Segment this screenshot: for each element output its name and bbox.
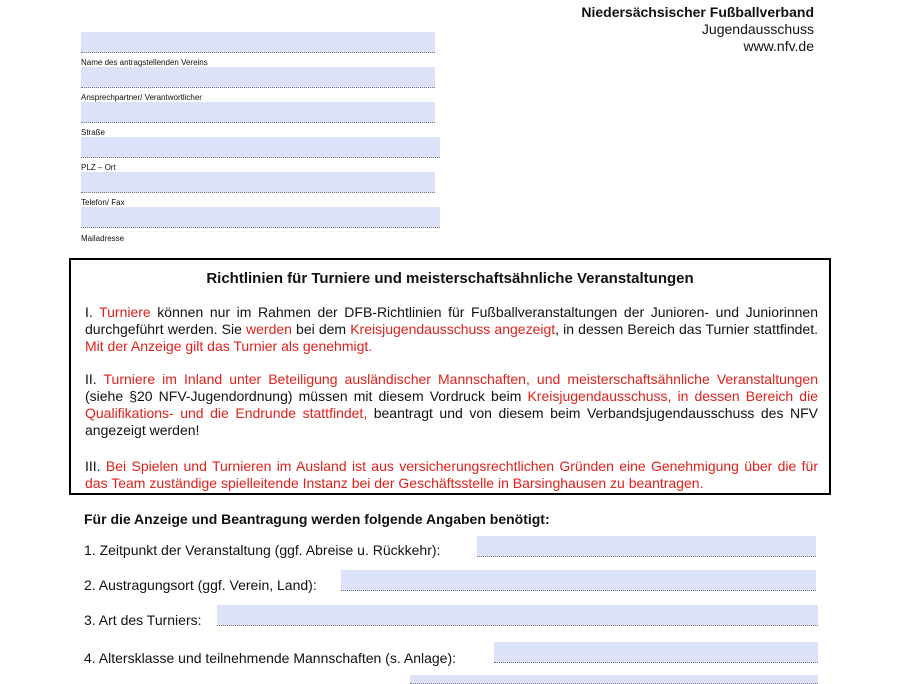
event-date-label: 1. Zeitpunkt der Veranstaltung (ggf. Abreise u. Rückkehr): <box>84 542 441 558</box>
contact-person-field[interactable] <box>81 67 435 88</box>
guidelines-title: Richtlinien für Turniere und meisterschaftsähnliche Veranstaltungen <box>206 270 694 287</box>
club-name-field[interactable] <box>81 32 435 53</box>
tournament-type-label: 3. Art des Turniers: <box>84 612 202 628</box>
age-class-field-continuation[interactable] <box>410 675 818 684</box>
website: www.nfv.de <box>743 38 814 54</box>
age-class-label: 4. Altersklasse und teilnehmende Mannschaften (s. Anlage): <box>84 650 456 666</box>
guideline-paragraph-1: I. Turniere können nur im Rahmen der DFB-Richtlinien für Fußballveranstaltungen der Junioren- und Juniorinnen durchgeführt werden. Sie werden bei dem Kreisjugendausschuss angezeigt, in dessen Bereich das Turnier stattfindet. Mit der Anzeige gilt das Turnier als genehmigt. <box>85 304 818 354</box>
contact-person-label: Ansprechpartner/ Verantwortlicher <box>81 93 202 102</box>
event-date-field[interactable] <box>477 536 816 557</box>
age-class-field[interactable] <box>494 642 818 663</box>
venue-label: 2. Austragungsort (ggf. Verein, Land): <box>84 577 317 593</box>
guidelines-box <box>69 258 831 495</box>
venue-field[interactable] <box>341 570 816 591</box>
organization-header <box>581 4 814 55</box>
organization-name: Niedersächsischer Fußballverband <box>581 4 814 20</box>
email-field[interactable] <box>81 207 440 228</box>
guideline-paragraph-3: III. Bei Spielen und Turnieren im Ausland ist aus versicherungsrechtlichen Gründen eine Genehmigung über die für das Team zuständige spielleitende Instanz bei der Geschäftsstelle in Barsinghausen zu beantragen. <box>85 458 819 491</box>
requirements-title: Für die Anzeige und Beantragung werden folgende Angaben benötigt: <box>84 511 550 527</box>
zip-city-label: PLZ – Ort <box>81 163 116 172</box>
phone-fax-field[interactable] <box>81 172 435 193</box>
phone-fax-label: Telefon/ Fax <box>81 198 125 207</box>
club-name-label: Name des antragstellenden Vereins <box>81 58 208 67</box>
street-field[interactable] <box>81 102 435 123</box>
committee-name: Jugendausschuss <box>701 21 814 37</box>
street-label: Straße <box>81 128 106 137</box>
guideline-paragraph-2: II. Turniere im Inland unter Beteiligung ausländischer Mannschaften, und meisterschaftsähnliche Veranstaltungen (siehe §20 NFV-Jugendordnung) müssen mit diesem Vordruck beim Kreisjugendausschuss, in dessen Bereich die Qualifikations- und die Endrunde stattfindet, beantragt und von diesem beim Verbandsjugendausschuss des NFV angezeigt werden! <box>85 371 819 438</box>
email-label: Mailadresse <box>81 234 125 243</box>
tournament-type-field[interactable] <box>217 605 818 626</box>
zip-city-field[interactable] <box>81 137 440 158</box>
